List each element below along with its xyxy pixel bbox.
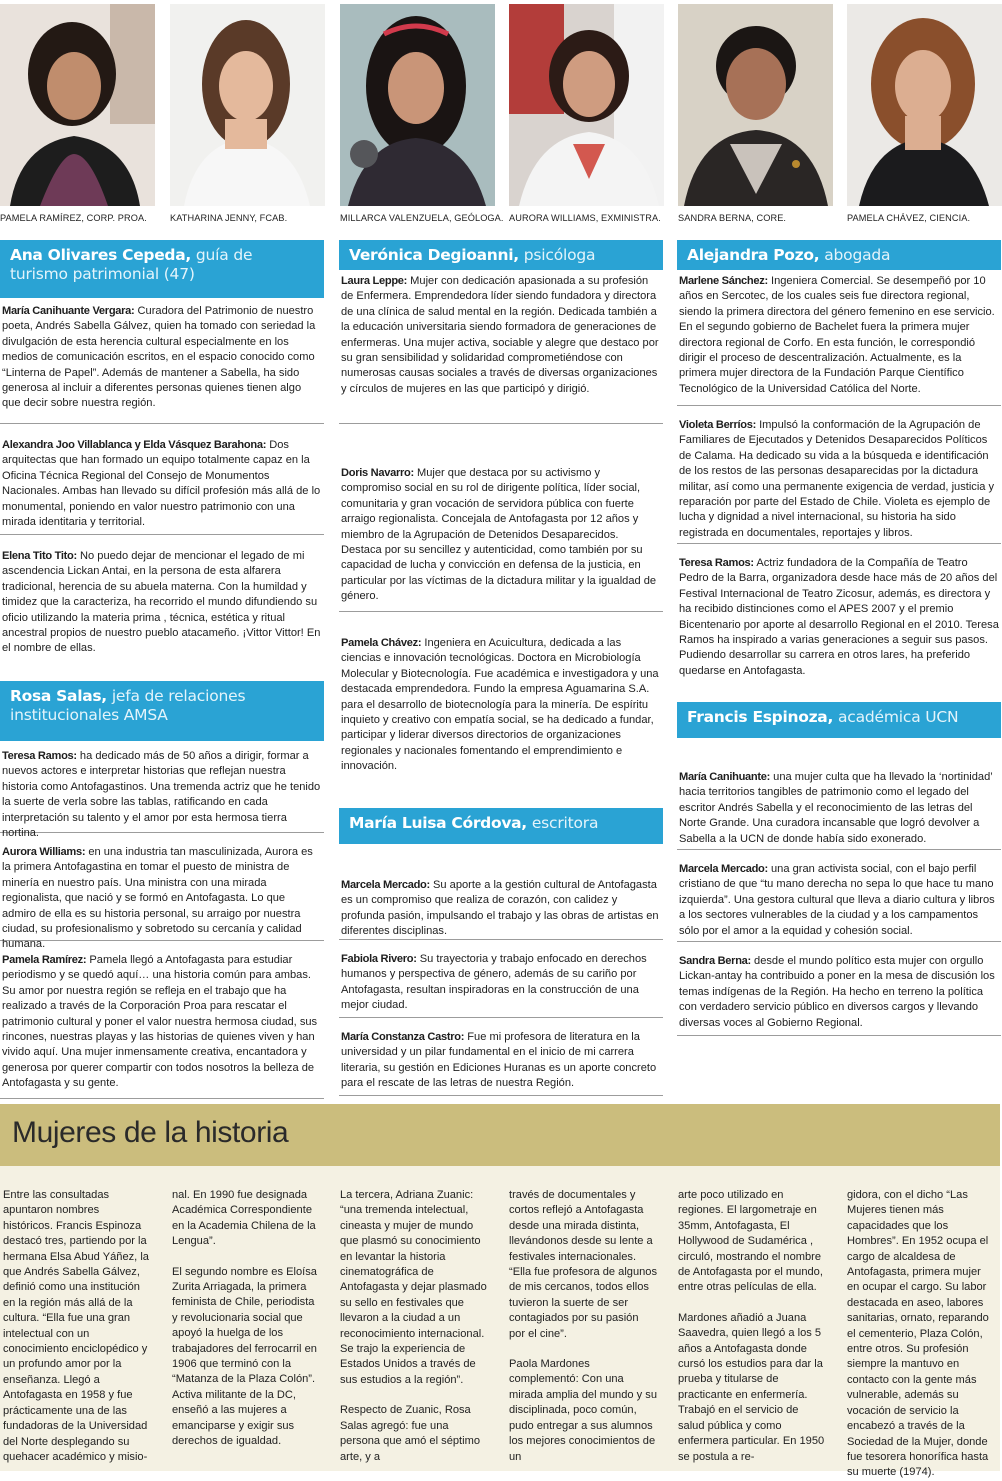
nominator-name: Alejandra Pozo,: [687, 246, 820, 264]
photo-card: [340, 4, 504, 223]
history-column: [509, 1188, 657, 1465]
nominator-name: Verónica Degioanni,: [349, 246, 519, 264]
nominee-text: en una industria tan masculinizada, Aurora es la primera Antofagastina en tomar el puesto de ministra de minería en nuestro país. Una ministra con una mirada regionalista, que nació y se formó en Antofagasta. Lo que admiro de ella es su historia personal, su arraigo por nuestra ciudad, su profesionalismo y sobretodo su cercanía y calidad humana.: [2, 846, 313, 951]
column-2: [339, 240, 663, 1096]
nominee-entry: [0, 304, 324, 424]
history-header-band: [0, 1104, 1000, 1166]
photo-caption: KATHARINA JENNY, FCAB.: [170, 213, 288, 223]
nominator-role: escritora: [531, 814, 599, 832]
history-column: [3, 1188, 151, 1465]
history-column: [678, 1188, 826, 1465]
nominee-name: Doris Navarro:: [341, 467, 414, 479]
nominator-banner: [677, 702, 1001, 738]
nominee-name: Fabiola Rivero:: [341, 953, 417, 965]
photo-card: [170, 4, 325, 223]
nominee-name: María Canihuante Vergara:: [2, 305, 135, 317]
history-body: [0, 1166, 1000, 1479]
nominator-banner: [677, 240, 1001, 270]
nominee-text: Mujer que destaca por su activismo y compromiso social en su rol de dirigente política, líder social, comunitaria y gran vocación de servidora pública con fuerte arraigo regionalista. Concejala de Antofagasta por 12 años y miembro de la Agrupación de Detenidos Desaparecidos. Destaca por su sencillez y autenticidad, como también por su capacidad de lucha y convicción en defensa de la justicia, en particular por las víctimas de la dictadura militar y la igualdad de género.: [341, 467, 657, 603]
nominee-name: Violeta Berríos:: [679, 419, 756, 431]
portrait-photo: [340, 4, 495, 206]
portrait-photo: [678, 4, 833, 206]
nominator-name: Ana Olivares Cepeda,: [10, 246, 191, 264]
nominee-text: Su aporte a la gestión cultural de Antofagasta es un compromiso que realiza de corazón, con calidez y profunda pasión, impulsando el trabajo y las obras de artistas en diferentes disciplinas.: [341, 879, 659, 938]
photo-card: [678, 4, 833, 223]
history-paragraph: La tercera, Adriana Zuanic: “una tremenda intelectual, cineasta y mujer de mundo que plasmó su conocimiento en levantar la historia cinematográfica de Antofagasta y dejar plasmado su sello en festivales que llevaron a la ciudad a un reconocimiento internacional. Se trajo la experiencia de Estados Unidos a través de sus estudios a la región”.: [340, 1189, 487, 1386]
nominee-text: una mujer culta que ha llevado la ‘nortinidad’ hacia territorios tangibles de patrimonio como el legado del escritor Andrés Sabella y el reconocimiento de las letras del Norte Grande. Una curadora incansable que logró devolver a Sabella a la UCN de donde había sido exonerado.: [679, 771, 993, 845]
nominee-entry: [339, 952, 663, 1018]
nominee-name: Marlene Sánchez:: [679, 275, 768, 287]
nominator-role: académica UCN: [837, 708, 959, 726]
history-paragraph: gidora, con el dicho “Las Mujeres tienen más capacidades que los Hombres”. En 1952 ocupa el cargo de alcaldesa de Antofagasta, primera mujer en ocupar el cargo. Su labor destacada en aseo, labores sanitarias, ornato, reparando el cementerio, Plaza Colón, entre otros. Su profesión siempre la mantuvo en contacto con la gente más vulnerable, además su vocación de servicio la encabezó a través de la Sociedad de la Mujer, donde fue tesorera honorífica hasta su muerte (1974).: [847, 1189, 989, 1479]
nominee-entry: [339, 636, 663, 780]
nominee-name: María Constanza Castro:: [341, 1031, 465, 1043]
history-paragraph: Paola Mardones complementó: Con una mirada amplia del mundo y su disciplinada, poco común, pudo entregar a sus alumnos los mejores conocimientos de un: [509, 1358, 657, 1463]
history-paragraph: Mardones añadió a Juana Saavedra, quien llegó a los 5 años a Antofagasta donde cursó los estudios para dar la prueba y titularse de practicante en enfermería. Trabajó en el servicio de salud pública y como enfermera particular. En 1950 se postula a re-: [678, 1311, 825, 1463]
photo-caption: AURORA WILLIAMS, EXMINISTRA.: [509, 213, 661, 223]
photo-caption: PAMELA CHÁVEZ, CIENCIA.: [847, 213, 971, 223]
portrait-photo: [0, 4, 155, 206]
nominee-text: Fue mi profesora de literatura en la universidad y un pilar fundamental en el inicio de mi carrera literaria, su gestión en Ediciones Huranas es un aporte concreto para el rescate de las letras de nuestra Región.: [341, 1031, 657, 1090]
history-column: [172, 1188, 320, 1450]
nominator-banner: [339, 240, 663, 270]
nominator-banner: [339, 808, 663, 844]
nominee-text: Impulsó la conformación de la Agrupación de Familiares de Ejecutados y Detenidos Desaparecidos Políticos de Calama. Ha dedicado su vida a la búsqueda e identificación de los restos de las personas desaparecidas por la dictadura militar, así como una permanente exigencia de verdad, justicia y reparación por parte del Estado de Chile. Violeta es ejemplo de lucha y dignidad a nivel internacional, su historia ha sido registrada en documentales, reportajes y libros.: [679, 419, 995, 539]
nominee-text: Mujer con dedicación apasionada a su profesión de Enfermera. Emprendedora líder siendo fundadora y directora de una clínica de salud mental en la región. Dedicada también a la educación universitaria siendo formadora de generaciones de enfermeras. Una mujer activa, sociable y alegre que destaco por su gran sensibilidad y solidaridad comprometiéndose con numerosas causas sociales a través de diversas organizaciones y círculos de mujeres en las que participó y dirigió.: [341, 275, 659, 395]
portrait-photo: [170, 4, 325, 206]
photo-card: [0, 4, 155, 223]
column-1: [0, 240, 324, 1099]
nominee-text: una gran activista social, con el bajo perfil cristiano de que “tu mano derecha no sepa lo que hace tu mano izquierda”. Una gestora cultural que lleva a diario cultura y libros a los sectores vulnerables de la ciudad y a los campamentos sólo por el amor a la equidad y cohesión social.: [679, 863, 995, 937]
nominee-text: No puedo dejar de mencionar el legado de mi ascendencia Lickan Antai, en la persona de esta alfarera tradicional, herencia de su abuela materna. Con la humildad y timidez que la caracteriza, ha recorrido el mundo difundiendo su oficio utilizando la materia prima , técnica, estética y ritual ancestral propios de nuestro pueblo atacameño. ¡Vittor Vittor! En el nombre de ellas.: [2, 550, 321, 655]
nominee-name: Teresa Ramos:: [2, 750, 77, 762]
nominee-entry: [0, 438, 324, 535]
nominee-name: Alexandra Joo Villablanca y Elda Vásquez Barahona:: [2, 439, 267, 451]
nominee-name: Marcela Mercado:: [679, 863, 768, 875]
nominator-role: jefa de relaciones institucionales AMSA: [10, 687, 246, 724]
photo-caption: MILLARCA VALENZUELA, GEÓLOGA.: [340, 213, 504, 223]
nominee-text: Actriz fundadora de la Compañía de Teatro Pedro de la Barra, organizadora desde hace más de 20 años del Festival Internacional de Teatro Zicosur, además, es directora y ha recibido distinciones como el APES 2007 y el premio Bicentenario por aporte al desarrollo Regional en el 2010. Teresa Ramos ha inspirado a varias generaciones a seguir sus pasos. Pudiendo desarrollar su carrera en otros lares, ha preferido quedarse en Antofagasta.: [679, 557, 999, 677]
history-paragraph: Entre las consultadas apuntaron nombres históricos. Francis Espinoza destacó tres, partiendo por la hermana Elsa Abud Yáñez, la que Andrés Sabella Gálvez, definió como una institución en la región más allá de la cultura. “Ella fue una gran intelectual con un conocimiento enciclopédico y un profundo amor por la enseñanza. Llegó a Antofagasta en 1958 y fue prácticamente una de las fundadoras de la Universidad del Norte desplegando su quehacer académico y misio-: [3, 1189, 149, 1463]
nominee-name: Marcela Mercado:: [341, 879, 430, 891]
nominator-name: Francis Espinoza,: [687, 708, 834, 726]
nominee-text: ha dedicado más de 50 años a dirigir, formar a nuevos actores e interpretar historias que reflejan nuestra historia como Antofagastinos. Una tremenda actriz que he tenido la suerte de verla sobre las tablas, ratificando en cada interpretación su talento y el amor por esta hermosa tierra nortina.: [2, 750, 321, 840]
nominator-banner: [0, 240, 324, 298]
nominee-entry: [677, 556, 1001, 684]
history-column: [847, 1188, 995, 1481]
nominee-name: Teresa Ramos:: [679, 557, 754, 569]
nominee-name: María Canihuante:: [679, 771, 771, 783]
nominee-name: Laura Leppe:: [341, 275, 408, 287]
nominee-name: Aurora Williams:: [2, 846, 86, 858]
nominee-name: Pamela Ramírez:: [2, 954, 87, 966]
history-paragraph: nal. En 1990 fue designada Académica Correspondiente en la Academia Chilena de la Lengua”.: [172, 1189, 316, 1248]
nominee-entry: [0, 953, 324, 1099]
nominee-text: Pamela llegó a Antofagasta para estudiar periodismo y se quedó aquí… una historia común para ambas. Su amor por nuestra región se refleja en el trabajo que ha realizado a través de la Corporación Proa para rescatar el patrimonio cultural y poner el valor nuestra hermosa ciudad, sus rincones, nuestras playas y las historias de quienes viven y han vivido aquí. Una mujer inmensamente creativa, encantadora y generosa por querer compartir con todos nosotros la belleza de Antofagasta y su gente.: [2, 954, 318, 1090]
nominee-text: Curadora del Patrimonio de nuestro poeta, Andrés Sabella Gálvez, quien ha tomado con seriedad la divulgación de esta herencia cultural especialmente en los medios de comunicación escritos, en el espacio conocido como “Linterna de Papel”. Además de mantener a Sabella, ha sido generosa al incluir a diferentes personas quienes tienen algo que decir sobre nuestra región.: [2, 305, 316, 410]
nominee-entry: [677, 274, 1001, 406]
nominee-entry: [0, 549, 324, 677]
nominee-entry: [677, 862, 1001, 942]
nominee-entry: [0, 749, 324, 840]
nominee-text: Dos arquitectas que han formado un equipo totalmente capaz en la Oficina Técnica Regional del Consejo de Monumentos Nacionales. Ambas han llevado su difícil profesión más allá de lo monumental, poniendo en valor nuestro patrimonio con una mirada identitaria y territorial.: [2, 439, 321, 529]
photo-caption: SANDRA BERNA, CORE.: [678, 213, 787, 223]
history-paragraph: través de documentales y cortos reflejó a Antofagasta desde una mirada distinta, llevándonos desde su lente a festivales internacionales. “Ella fue profesora de algunos de mis cercanos, todos ellos tuvieron la suerte de ser contagiados por su pasión por el cine”.: [509, 1189, 658, 1340]
nominee-name: Sandra Berna:: [679, 955, 751, 967]
section-title: Mujeres de la historia: [12, 1116, 289, 1149]
photo-card: [847, 4, 1002, 223]
nominee-name: Elena Tito Tito:: [2, 550, 77, 562]
photo-caption: PAMELA RAMÍREZ, CORP. PROA.: [0, 213, 147, 223]
nominee-text: Ingeniera Comercial. Se desempeñó por 10 años en Sercotec, de los cuales seis fue directora regional, siendo la primera directora del género femenino en ese servicio. En el segundo gobierno de Bachelet fuera la primera mujer directora regional de Corfo. En esta función, le correspondió dirigir el proceso de descentralización. Actualmente, es la primera mujer directora de la Fundación Parque Científico Tecnológico de la Universidad Católica del Norte.: [679, 275, 995, 395]
portrait-photo: [509, 4, 664, 206]
photo-strip: [0, 4, 1000, 228]
nominee-entry: [677, 770, 1001, 850]
nominee-entry: [339, 274, 663, 424]
nominee-entry: [677, 954, 1001, 1036]
nominator-name: Rosa Salas,: [10, 687, 107, 705]
nominee-text: desde el mundo político esta mujer con orgullo Lickan-antay ha contribuido a poner en la mesa de discusión los temas indígenas de la Región. Ha hecho en terreno la política con verdadero servicio público en diversos cargos y llevando diversas voces al Gobierno Regional.: [679, 955, 995, 1029]
nominee-entry: [339, 466, 663, 612]
history-paragraph: arte poco utilizado en regiones. El largometraje en 35mm, Antofagasta, El Hollywood de Sudamérica , circuló, mostrando el nombre de Antofagasta por el mundo, entre otras películas de ella.: [678, 1189, 823, 1294]
column-3: [677, 240, 1001, 1036]
nominee-name: Pamela Chávez:: [341, 637, 422, 649]
nominee-text: Su trayectoria y trabajo enfocado en derechos humanos y perspectiva de género, además de su cariño por Antofagasta, resultan inspiradoras en la construcción de una mejor ciudad.: [341, 953, 647, 1012]
nominator-banner: [0, 681, 324, 741]
photo-card: [509, 4, 664, 223]
portrait-photo: [847, 4, 1002, 206]
history-paragraph: El segundo nombre es Eloísa Zurita Arriagada, la primera feminista de Chile, periodista y revolucionaria social que apoyó la huelga de los trabajadores del ferrocarril en 1906 que terminó con la “Matanza de la Plaza Colón”. Activa militante de la DC, enseñó a las mujeres a emanciparse y exigir sus derechos de igualdad.: [172, 1265, 317, 1448]
nominee-entry: [0, 845, 324, 951]
nominee-text: Ingeniera en Acuicultura, dedicada a las ciencias e innovación tecnológicas. Doctora en Microbiología Molecular y Biotecnología. Fue académica e investigadora y una destacada emprendedora. Fundo la empresa Aguamarina S.A. para el desarrollo de biotecnología para la minería. De espíritu inquieto y creativo con empatía social, se ha dedicado a fundar, participar y liderar diversos directorios de organizaciones regionales y nacionales fomentando el emprendimiento e innovación.: [341, 637, 659, 773]
nominator-role: guía de turismo patrimonial (47): [10, 246, 253, 283]
nominator-role: psicóloga: [523, 246, 596, 264]
history-column: [340, 1188, 488, 1465]
history-paragraph: Respecto de Zuanic, Rosa Salas agregó: fue una persona que amó el séptimo arte, y a: [340, 1404, 480, 1463]
nominator-role: abogada: [824, 246, 891, 264]
nominee-entry: [339, 1030, 663, 1096]
nominator-name: María Luisa Córdova,: [349, 814, 527, 832]
nominee-entry: [677, 418, 1001, 544]
nominee-entry: [339, 878, 663, 940]
